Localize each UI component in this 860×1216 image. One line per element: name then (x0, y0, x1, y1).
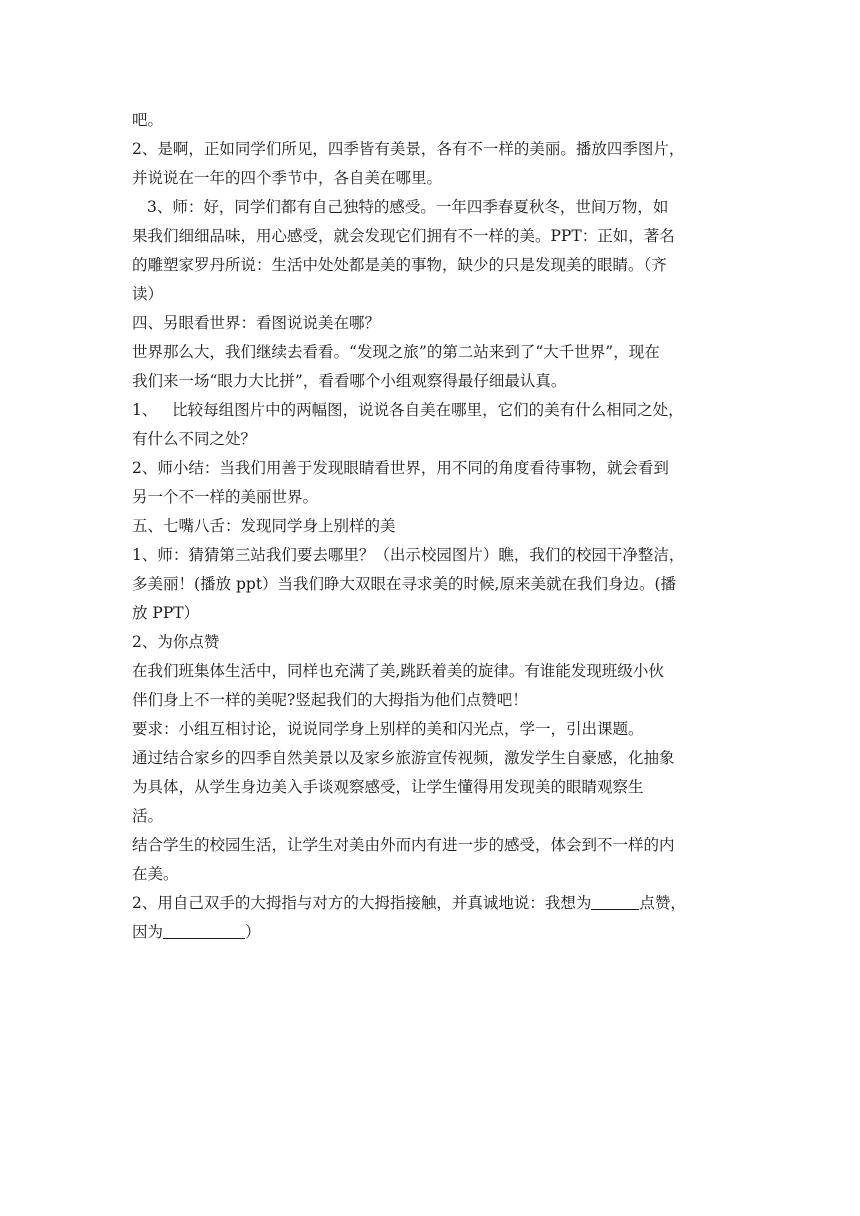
paragraph (132, 889, 742, 947)
text-line: 结合学生的校园生活，让学生对美由外而内有进一步的感受，体会到不一样的内 (132, 836, 675, 854)
text-line: 并说说在一年的四个季节中，各自美在哪里。 (132, 169, 443, 187)
text-line: 2、为你点赞 (132, 633, 220, 651)
paragraph (132, 106, 742, 135)
text-fragment: 2、用自己双手的大拇指与对方的大拇指接触，并真诚地说：我想为 (132, 894, 592, 912)
text-fragment: 点赞， (639, 894, 686, 912)
text-line: 吧。 (132, 111, 164, 129)
text-line: 在美。 (132, 865, 179, 883)
text-line: 果我们细细品味，用心感受，就会发现它们拥有不一样的美。PPT：正如，著名 (132, 227, 675, 245)
text-line: 3、师：好，同学们都有自己独特的感受。一年四季春夏秋冬，世间万物，如 (147, 198, 669, 216)
paragraph (132, 628, 742, 657)
document-body (132, 106, 742, 947)
paragraph (132, 657, 742, 715)
text-line: 有什么不同之处？ (132, 430, 257, 448)
text-line: 另一个不一样的美丽世界。 (132, 488, 319, 506)
paragraph (132, 541, 742, 628)
text-line: 世界那么大，我们继续去看看。“发现之旅”的第二站来到了“大千世界”，现在 (132, 343, 660, 361)
text-line: 2、是啊，正如同学们所见，四季皆有美景，各有不一样的美丽。播放四季图片， (132, 140, 685, 158)
paragraph (132, 831, 742, 889)
paragraph (132, 135, 742, 193)
text-line: 读） (132, 285, 164, 303)
text-line (132, 918, 742, 947)
text-line (132, 889, 742, 918)
text-line: 在我们班集体生活中，同样也充满了美,跳跃着美的旋律。有谁能发现班级小伙 (132, 662, 664, 680)
text-line: 活。 (132, 807, 164, 825)
text-fragment: ） (245, 923, 261, 941)
text-line: 多美丽！(播放 ppt）当我们睁大双眼在寻求美的时候,原来美就在我们身边。(播 (132, 575, 677, 593)
paragraph (132, 454, 742, 512)
text-line: 放 PPT） (132, 604, 200, 622)
text-line: 为具体，从学生身边美入手谈观察感受，让学生懂得用发现美的眼睛观察生 (132, 778, 644, 796)
text-line: 的雕塑家罗丹所说：生活中处处都是美的事物，缺少的只是发现美的眼睛。（齐 (132, 256, 667, 274)
text-line: 通过结合家乡的四季自然美景以及家乡旅游宣传视频，激发学生自豪感，化抽象 (132, 749, 675, 767)
fill-in-blank (591, 891, 639, 910)
text-line: 四、另眼看世界：看图说说美在哪？ (132, 314, 381, 332)
text-line: 2、师小结：当我们用善于发现眼睛看世界，用不同的角度看待事物，就会看到 (132, 459, 669, 477)
fill-in-blank (163, 920, 245, 939)
paragraph (132, 193, 742, 309)
paragraph (132, 744, 742, 831)
section-heading (132, 512, 742, 541)
paragraph (132, 396, 742, 454)
text-line: 1、 比较每组图片中的两幅图，说说各自美在哪里，它们的美有什么相同之处， (132, 401, 684, 419)
section-heading (132, 309, 742, 338)
text-line: 要求：小组互相讨论，说说同学身上别样的美和闪光点，学一，引出课题。 (132, 720, 644, 738)
text-line: 我们来一场“眼力大比拼”，看看哪个小组观察得最仔细最认真。 (132, 372, 567, 390)
text-fragment: 因为 (132, 923, 164, 941)
text-line: 1、师：猜猜第三站我们要去哪里？（出示校园图片）瞧，我们的校园干净整洁， (132, 546, 685, 564)
text-line: 五、七嘴八舌：发现同学身上别样的美 (132, 517, 396, 535)
paragraph (132, 715, 742, 744)
text-line: 伴们身上不一样的美呢?竖起我们的大拇指为他们点赞吧！ (132, 691, 528, 709)
paragraph (132, 338, 742, 396)
